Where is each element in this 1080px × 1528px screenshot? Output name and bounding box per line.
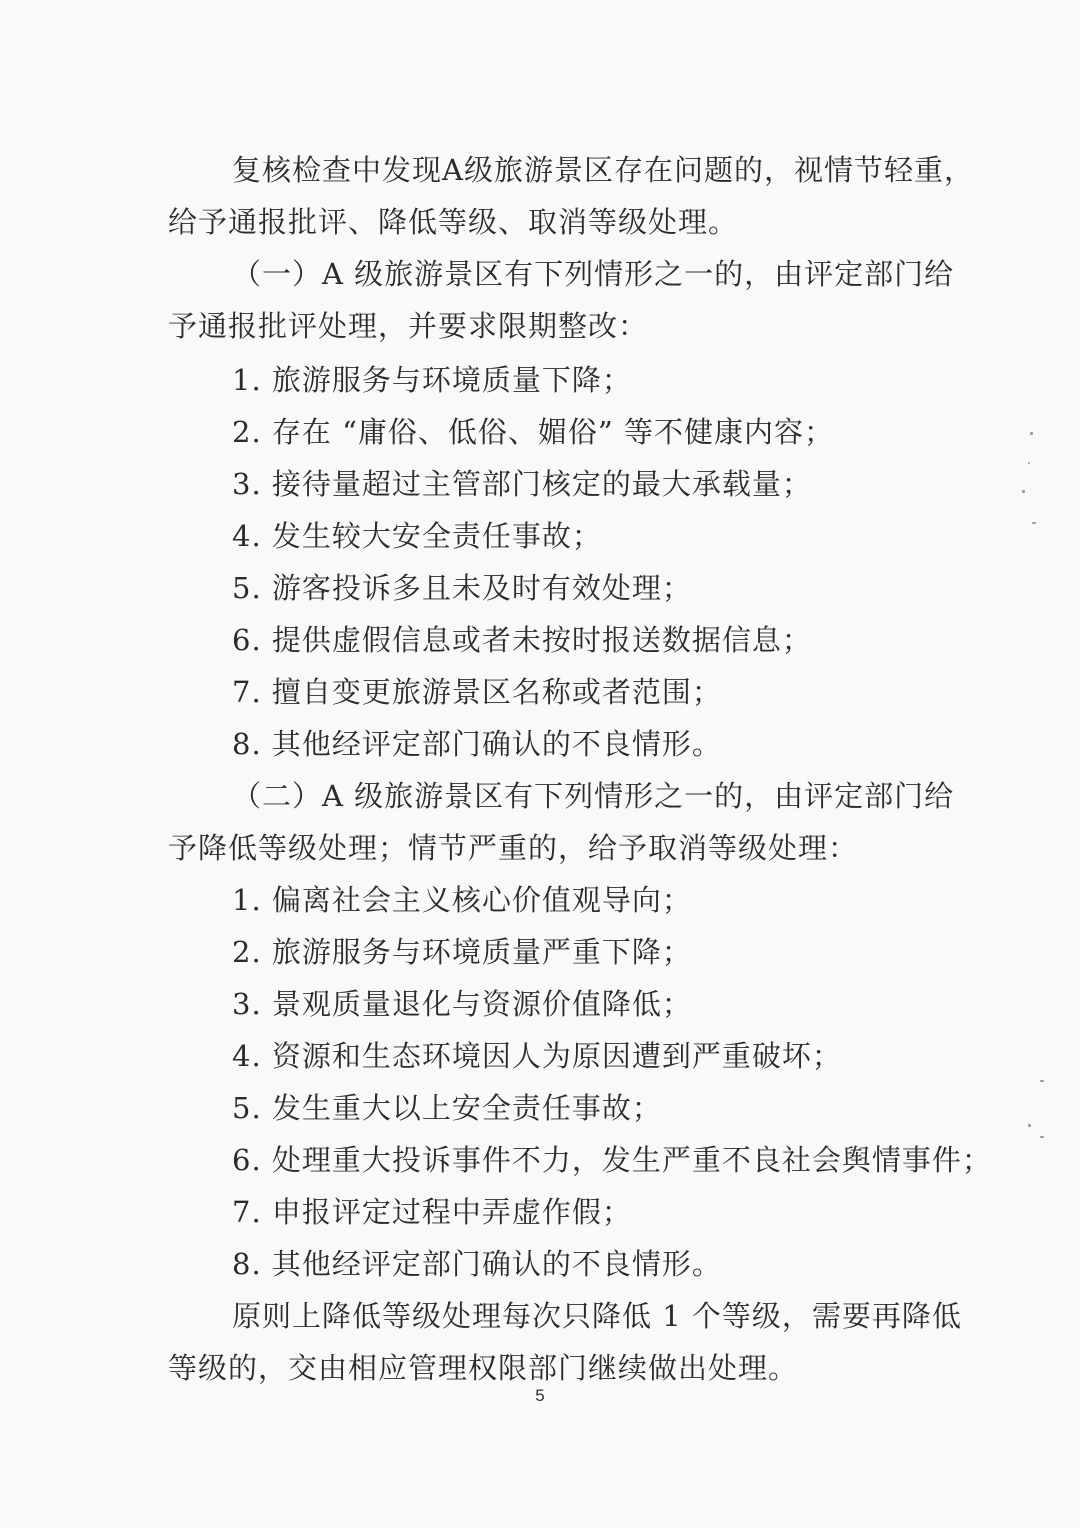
section-heading-2: （二）A 级旅游景区有下列情形之一的，由评定部门给 [232,779,955,813]
list-item: 4. 资源和生态环境因人为原因遭到严重破坏； [232,1039,842,1073]
scan-speck [1040,1080,1044,1082]
paragraph-line: 予通报批评处理，并要求限期整改： [168,309,649,343]
paragraph-line: 等级的，交由相应管理权限部门继续做出处理。 [168,1351,799,1385]
list-item: 2. 旅游服务与环境质量严重下降； [232,935,692,969]
list-item: 7. 擅自变更旅游景区名称或者范围； [232,675,722,709]
scan-speck [1028,462,1030,464]
list-item: 1. 旅游服务与环境质量下降； [232,363,632,397]
list-item: 5. 游客投诉多且未及时有效处理； [232,571,692,605]
list-item: 7. 申报评定过程中弄虚作假； [232,1195,632,1229]
scan-speck [1028,1124,1031,1127]
paragraph-line: 予降低等级处理；情节严重的，给予取消等级处理： [168,831,859,865]
list-item: 2. 存在 “庸俗、低俗、媚俗” 等不健康内容； [232,415,834,449]
list-item: 5. 发生重大以上安全责任事故； [232,1091,662,1125]
list-item: 1. 偏离社会主义核心价值观导向； [232,883,692,917]
list-item: 6. 提供虚假信息或者未按时报送数据信息； [232,623,812,657]
list-item: 6. 处理重大投诉事件不力，发生严重不良社会舆情事件； [232,1143,992,1177]
list-item: 8. 其他经评定部门确认的不良情形。 [232,727,722,761]
page-number: 5 [535,1386,545,1405]
list-item: 3. 接待量超过主管部门核定的最大承载量； [232,467,812,501]
section-heading-1: （一）A 级旅游景区有下列情形之一的，由评定部门给 [232,257,955,291]
scan-speck [1030,432,1033,435]
paragraph-line: 给予通报批评、降低等级、取消等级处理。 [168,205,739,239]
scan-speck [1022,490,1025,493]
list-item: 3. 景观质量退化与资源价值降低； [232,987,692,1021]
scan-speck [1040,1136,1044,1138]
list-item: 4. 发生较大安全责任事故； [232,519,602,553]
list-item: 8. 其他经评定部门确认的不良情形。 [232,1247,722,1281]
paragraph-line: 原则上降低等级处理每次只降低 1 个等级，需要再降低 [232,1299,962,1333]
paragraph-line: 复核检查中发现A级旅游景区存在问题的，视情节轻重， [232,153,974,187]
scan-speck [1032,522,1036,524]
